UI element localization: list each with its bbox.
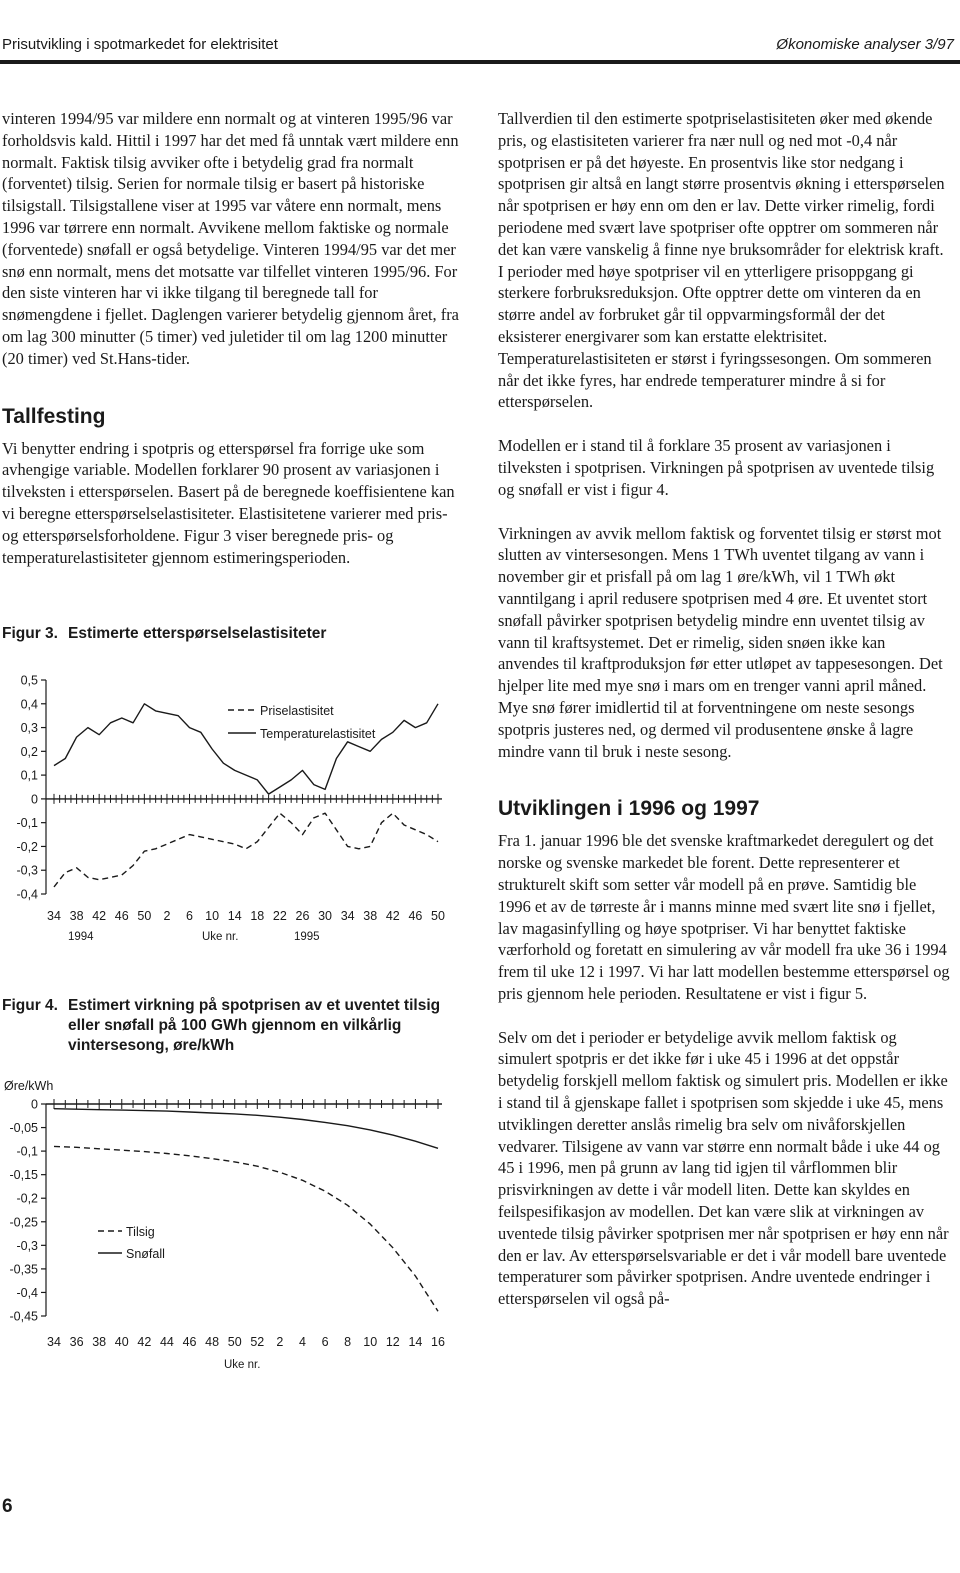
x-tick-label: 14 xyxy=(408,1335,423,1350)
figure4-chart xyxy=(2,1076,462,1376)
x-tick-label: 8 xyxy=(344,1335,352,1350)
y-tick-label: 0,2 xyxy=(20,745,38,760)
x-tick-label: 10 xyxy=(363,1335,378,1350)
figure3-number: Figur 3. xyxy=(2,625,58,643)
y-tick-label: -0,35 xyxy=(9,1262,38,1277)
legend-price-label: Priselastisitet xyxy=(260,704,334,719)
y-tick-label: -0,05 xyxy=(9,1121,38,1136)
y-tick-label: -0,15 xyxy=(9,1168,38,1183)
figure3-legend xyxy=(228,704,376,741)
y-tick-label: -0,2 xyxy=(16,1192,38,1207)
y-tick-label: -0,45 xyxy=(9,1309,38,1324)
page-header xyxy=(0,0,960,64)
x-tick-label: 2 xyxy=(276,1335,284,1350)
figure4-legend xyxy=(98,1225,165,1261)
figure4-number: Figur 4. xyxy=(2,997,58,1015)
legend-temp-label: Temperaturelastisitet xyxy=(260,727,376,742)
y-tick-label: -0,3 xyxy=(16,1239,38,1254)
series-line xyxy=(54,814,438,888)
section-heading-tallfesting: Tallfesting xyxy=(2,404,106,428)
x-tick-label: 36 xyxy=(69,1335,84,1350)
x-tick-label: 2 xyxy=(163,909,171,924)
journal-issue: Økonomiske analyser 3/97 xyxy=(776,36,954,53)
y-tick-label: -0,2 xyxy=(16,840,38,855)
x-tick-label: 46 xyxy=(114,909,129,924)
x-tick-label: 22 xyxy=(272,909,287,924)
x-tick-label: 34 xyxy=(47,909,61,924)
y-tick-label: 0,1 xyxy=(20,768,38,783)
figure4-caption xyxy=(2,996,464,1056)
figure3-year-1994: 1994 xyxy=(68,931,94,944)
figure3-year-1995: 1995 xyxy=(294,931,320,944)
figure4-xaxis-label: Uke nr. xyxy=(224,1359,261,1372)
legend-tilsig-label: Tilsig xyxy=(126,1225,155,1240)
running-title: Prisutvikling i spotmarkedet for elektrisitet xyxy=(2,36,278,53)
paragraph-deviation-1996: Selv om det i perioder er betydelige avvik mellom faktisk og simulert spotpris er det ikke før i uke 45 i 1996 at det oppstår betydelig forskjell mellom faktisk og simulert pris. Modellen er ikke i stand til å gjenskape fallet i spotprisen som skjedde i uke 45, mens utviklingen deretter anslås rimelig bra selv om nivåforskjellen vedvarer. Tilsigene av vann var større enn normalt både i uke 44 og 45 i 1996, men på grunn av lang tid igjen til vårflommen blir prisvirkningen av dette i vår modell liten. Dette kan skyldes en feilspesifikasjon av modellen. Det kan være slik at virkningen av uventede tilsig påvirker spotprisen mer når spotprisen er høy enn når den er lav. Av etterspørselsvariable er det i vår modell bare uventede temperaturer som påvirker spotprisen. Andre uventede endringer i etterspørselen vil også på- xyxy=(498,1027,949,1309)
page-number: 6 xyxy=(2,1496,13,1517)
x-tick-label: 52 xyxy=(250,1335,265,1350)
y-tick-label: 0,5 xyxy=(20,673,38,688)
x-tick-label: 38 xyxy=(69,909,84,924)
series-line xyxy=(54,1109,438,1149)
y-tick-label: -0,25 xyxy=(9,1215,38,1230)
x-tick-label: 48 xyxy=(205,1335,220,1350)
figure3-chart xyxy=(2,658,462,948)
y-tick-label: -0,4 xyxy=(16,887,38,902)
figure4-series xyxy=(54,1109,438,1312)
figure3-x-axis xyxy=(46,794,445,923)
right-column xyxy=(498,108,950,1310)
x-tick-label: 12 xyxy=(385,1335,400,1350)
x-tick-label: 6 xyxy=(186,909,194,924)
y-tick-label: -0,3 xyxy=(16,864,38,879)
x-tick-label: 38 xyxy=(92,1335,107,1350)
x-tick-label: 46 xyxy=(182,1335,197,1350)
paragraph-deviation: Virkningen av avvik mellom faktisk og forventet tilsig er størst mot slutten av vintersesongen. Mens 1 TWh uventet tilgang av vann i november gir et prisfall på om lag 1 øre/kWh, vil 1 TWh økt vanntilgang i april redusere spotprisen med 4 øre. Et uventet stort snøfall påvirker spotprisen betydelig mindre enn uventet tilsig av vann til kraftsystemet. Det er rimelig, siden snøen ikke kan anvendes til kraftproduksjon før etter utløpet av tappesesongen. Det hjelper lite med mye snø i mars om en trenger vanni april måned. Mye snø fører imidlertid til at forventningene om neste sesongs spotpris justeres ned, og dermed vil produsentene ønske å lagre mindre vann til bruk i neste sesong. xyxy=(498,523,943,761)
x-tick-label: 18 xyxy=(250,909,265,924)
figure3-caption xyxy=(2,624,464,644)
x-tick-label: 50 xyxy=(431,909,445,924)
x-tick-label: 14 xyxy=(227,909,242,924)
paragraph-tallfesting: Vi benytter endring i spotpris og etterspørsel fra forrige uke som avhengige variable. Modellen forklarer 90 prosent av variasjonen i tilveksten i etterspørselen. Basert på de beregnede koeffisientene kan vi beregne etterspørselselastisiteter. Elastisitetene varierer med pris- og etterspørselsforholdene. Figur 3 viser beregnede pris- og temperaturelastisiteter gjennom estimeringsperioden. xyxy=(2,438,455,567)
x-tick-label: 6 xyxy=(321,1335,329,1350)
y-tick-label: -0,1 xyxy=(16,816,38,831)
y-tick-label: 0 xyxy=(31,1097,38,1112)
x-tick-label: 46 xyxy=(408,909,423,924)
x-tick-label: 50 xyxy=(137,909,152,924)
x-tick-label: 26 xyxy=(295,909,310,924)
paragraph-elasticity: Tallverdien til den estimerte spotpriselastisiteten øker med økende pris, og elastisiteten varierer fra nær null og ned mot -0,4 når spotprisen er på det høyeste. En prosentvis like stor nedgang i spotprisen gir altså en langt større prosentvis økning i etterspørselen når spotprisen er høy enn om den er lav. Dette virker rimelig, fordi periodene med svært lave spotpriser ofte opptrer om sommeren når det kan være vanskelig å finne nye bruksområder for elektrisk kraft. I perioder med høye spotpriser vil en ytterligere prisoppgang gi sterkere forbruksreduksjon. Ofte opptrer dette om vinteren da en større andel av forbruket går til oppvarmingsformål der det eksisterer energivarer som kan erstatte elektrisitet. Temperaturelastisiteten er størst i fyringssesongen. Om sommeren når det ikke fyres, har endrede temperaturer mindre å si for etterspørselen. xyxy=(498,109,945,412)
section-heading-utviklingen: Utviklingen i 1996 og 1997 xyxy=(498,797,760,821)
x-tick-label: 44 xyxy=(159,1335,174,1350)
x-tick-label: 34 xyxy=(340,909,355,924)
x-tick-label: 10 xyxy=(205,909,220,924)
x-tick-label: 38 xyxy=(363,909,378,924)
figure4-y-axis xyxy=(10,1098,47,1324)
figure4-x-axis xyxy=(46,1099,445,1349)
y-tick-label: 0,3 xyxy=(20,721,38,736)
paragraph-winter: vinteren 1994/95 var mildere enn normalt og at vinteren 1995/96 var forholdsvis kald. Hittil i 1997 har det med få unntak vært mildere enn normalt. Faktisk tilsig avviker ofte i betydelig grad fra normalt (forventet) tilsig. Serien for normale tilsig er basert på historiske tilsigstall. Tilsigstallene viser at 1995 var våtere enn normalt, mens 1996 var tørrere enn normalt. Avvikene mellom faktiske og normale (forventede) snøfall er også betydelige. Vinteren 1994/95 var det mer snø enn normalt, mens det motsatte var tilfellet vinteren 1995/96. For den siste vinteren har vi ikke tilgang til beregnede tall for snømengdene i fjellet. Daglengen varierer betydelig gjennom året, fra om lag 300 minutter (5 timer) ved juletider til om lag 1200 minutter (20 timer) ved St.Hans-tider. xyxy=(2,109,459,368)
x-tick-label: 42 xyxy=(92,909,107,924)
left-column xyxy=(2,108,464,1376)
figure4-title: Estimert virkning på spotprisen av et uventet tilsig eller snøfall på 100 GWh gjennom en vilkårlig vintersesong, øre/kWh xyxy=(68,997,441,1055)
x-tick-label: 42 xyxy=(137,1335,152,1350)
x-tick-label: 40 xyxy=(114,1335,129,1350)
x-tick-label: 16 xyxy=(431,1335,445,1350)
y-tick-label: -0,4 xyxy=(16,1286,38,1301)
legend-snofall-label: Snøfall xyxy=(126,1247,165,1262)
figure3-xaxis-label: Uke nr. xyxy=(202,931,239,944)
paragraph-model-explains: Modellen er i stand til å forklare 35 prosent av variasjonen i tilveksten i spotprisen. Virkningen på spotprisen av uventede tilsig og snøfall er vist i figur 4. xyxy=(498,436,935,499)
y-tick-label: 0 xyxy=(31,792,38,807)
y-tick-label: 0,4 xyxy=(20,697,38,712)
series-line xyxy=(54,704,438,794)
series-line xyxy=(54,1147,438,1312)
paragraph-1996: Fra 1. januar 1996 ble det svenske kraftmarkedet deregulert og det norske og svenske markedet ble forent. Dette representerer et strukturelt skift som setter vår modell på en prøve. Samtidig ble 1996 et av de tørreste år i manns minne med svært lite snø i fjellet, lav magasinfylling og høye spotpriser. Vi har benyttet faktiske værforhold og foretatt en simulering av vår modell fra uke 36 i 1994 frem til uke 12 i 1997. Vi har latt modellen bestemme etterspørsel og pris gjennom hele perioden. Resultatene er vist i figur 5. xyxy=(498,831,950,1003)
x-tick-label: 30 xyxy=(318,909,333,924)
x-tick-label: 42 xyxy=(385,909,400,924)
figure3-title: Estimerte etterspørselselastisiteter xyxy=(68,625,327,643)
figure4-y-unit: Øre/kWh xyxy=(4,1079,54,1094)
figure3-y-axis xyxy=(16,674,46,902)
x-tick-label: 50 xyxy=(227,1335,242,1350)
x-tick-label: 4 xyxy=(298,1335,306,1350)
x-tick-label: 34 xyxy=(47,1335,61,1350)
y-tick-label: -0,1 xyxy=(16,1144,38,1159)
